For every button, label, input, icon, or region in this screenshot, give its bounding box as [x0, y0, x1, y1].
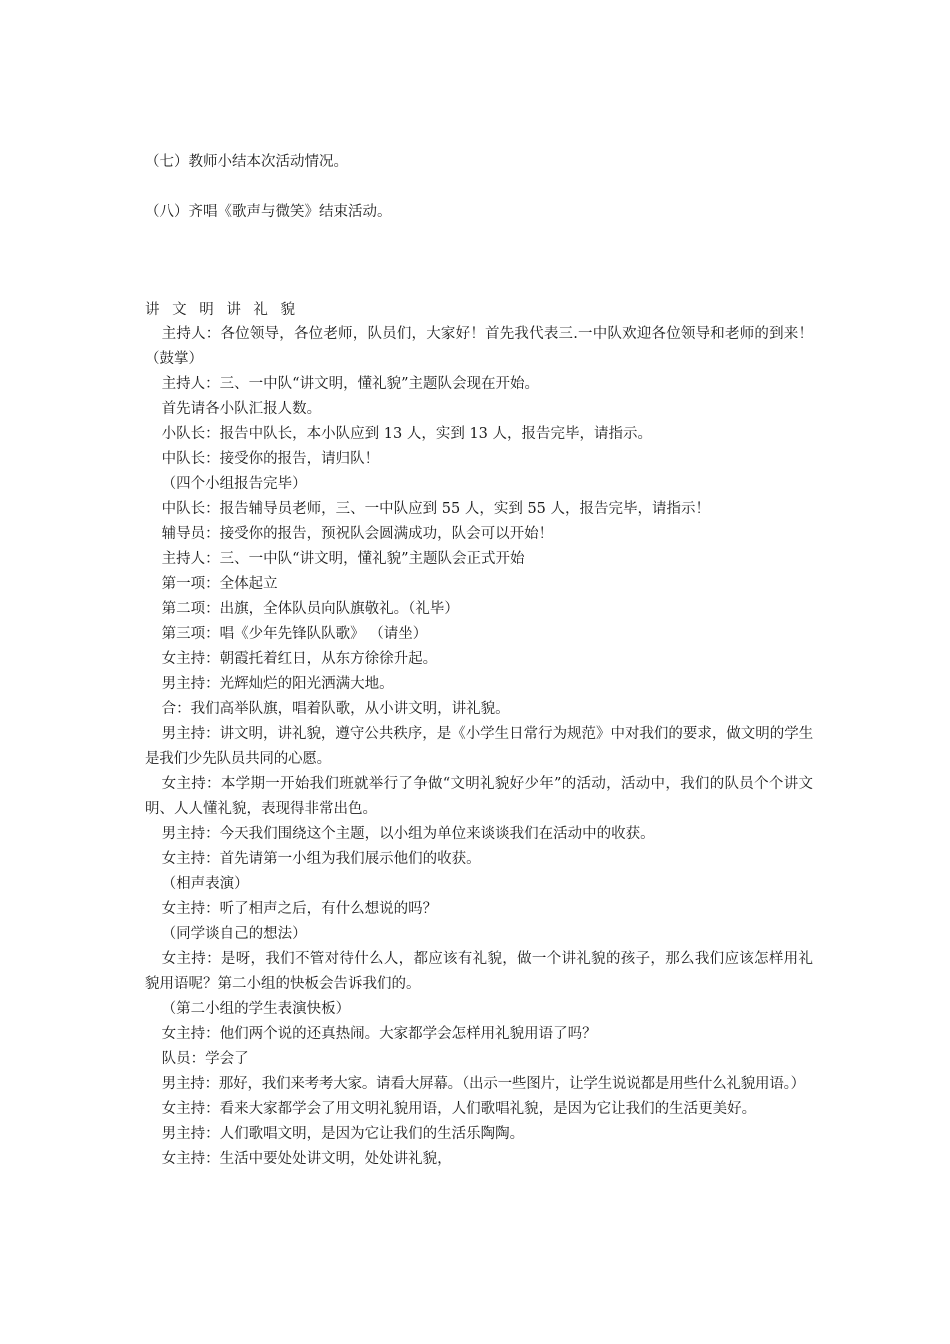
header-line-eight: （八）齐唱《歌声与微笑》结束活动。 [145, 204, 392, 220]
paragraph: 女主持：听了相声之后，有什么想说的吗？ [161, 901, 438, 917]
section-title: 讲 文 明 讲 礼 貌 [145, 302, 300, 318]
paragraph: 小队长：报告中队长，本小队应到 13 人，实到 13 人，报告完毕，请指示。 [161, 426, 653, 442]
paragraph: 女主持：生活中要处处讲文明，处处讲礼貌， [161, 1151, 452, 1167]
paragraph: 女主持：他们两个说的还真热闹。大家都学会怎样用礼貌用语了吗？ [161, 1026, 597, 1042]
paragraph: 第三项：唱《少年先锋队队歌》 （请坐） [161, 626, 428, 642]
paragraph: 第二项：出旗，全体队员向队旗敬礼。（礼毕） [161, 601, 459, 617]
paragraph: 第一项：全体起立 [161, 576, 278, 592]
paragraph: （同学谈自己的想法） [161, 926, 307, 942]
paragraph: （相声表演） [161, 876, 249, 892]
paragraph: 男主持：讲文明，讲礼貌，遵守公共秩序，是《小学生日常行为规范》中对我们的要求，做文明的学生是我们少先队员共同的心愿。 [145, 726, 813, 767]
paragraph: 合：我们高举队旗，唱着队歌，从小讲文明，讲礼貌。 [161, 701, 510, 717]
paragraph: （四个小组报告完毕） [161, 476, 307, 492]
paragraph: 男主持：今天我们围绕这个主题，以小组为单位来谈谈我们在活动中的收获。 [161, 826, 655, 842]
document-body [145, 322, 813, 1172]
paragraph: 中队长：接受你的报告，请归队！ [161, 451, 380, 467]
paragraph: 主持人：各位领导，各位老师，队员们，大家好！首先我代表三.一中队欢迎各位领导和老师的到来！（鼓掌） [145, 326, 813, 367]
paragraph: 中队长：报告辅导员老师，三、一中队应到 55 人，实到 55 人，报告完毕，请指示！ [161, 501, 711, 517]
paragraph: 男主持：那好，我们来考考大家。请看大屏幕。（出示一些图片，让学生说说都是用些什么礼貌用语。） [161, 1076, 805, 1092]
paragraph: 队员：学会了 [161, 1051, 249, 1067]
paragraph: 女主持：朝霞托着红日，从东方徐徐升起。 [161, 651, 438, 667]
paragraph: 女主持：首先请第一小组为我们展示他们的收获。 [161, 851, 481, 867]
paragraph: 男主持：光辉灿烂的阳光洒满大地。 [161, 676, 394, 692]
paragraph: 男主持：人们歌唱文明，是因为它让我们的生活乐陶陶。 [161, 1126, 525, 1142]
paragraph: 女主持：本学期一开始我们班就举行了争做“文明礼貌好少年”的活动，活动中，我们的队员个个讲文明、人人懂礼貌，表现得非常出色。 [145, 776, 813, 817]
paragraph: 女主持：是呀，我们不管对待什么人，都应该有礼貌，做一个讲礼貌的孩子，那么我们应该怎样用礼貌用语呢？第二小组的快板会告诉我们的。 [145, 951, 813, 992]
paragraph: （第二小组的学生表演快板） [161, 1001, 351, 1017]
header-line-seven: （七）教师小结本次活动情况。 [145, 154, 348, 170]
paragraph: 主持人：三、一中队“讲文明，懂礼貌”主题队会正式开始 [161, 551, 525, 567]
paragraph: 首先请各小队汇报人数。 [161, 401, 322, 417]
paragraph: 辅导员：接受你的报告，预祝队会圆满成功，队会可以开始！ [161, 526, 554, 542]
paragraph: 主持人：三、一中队“讲文明，懂礼貌”主题队会现在开始。 [161, 376, 539, 392]
paragraph: 女主持：看来大家都学会了用文明礼貌用语，人们歌唱礼貌，是因为它让我们的生活更美好。 [161, 1101, 757, 1117]
